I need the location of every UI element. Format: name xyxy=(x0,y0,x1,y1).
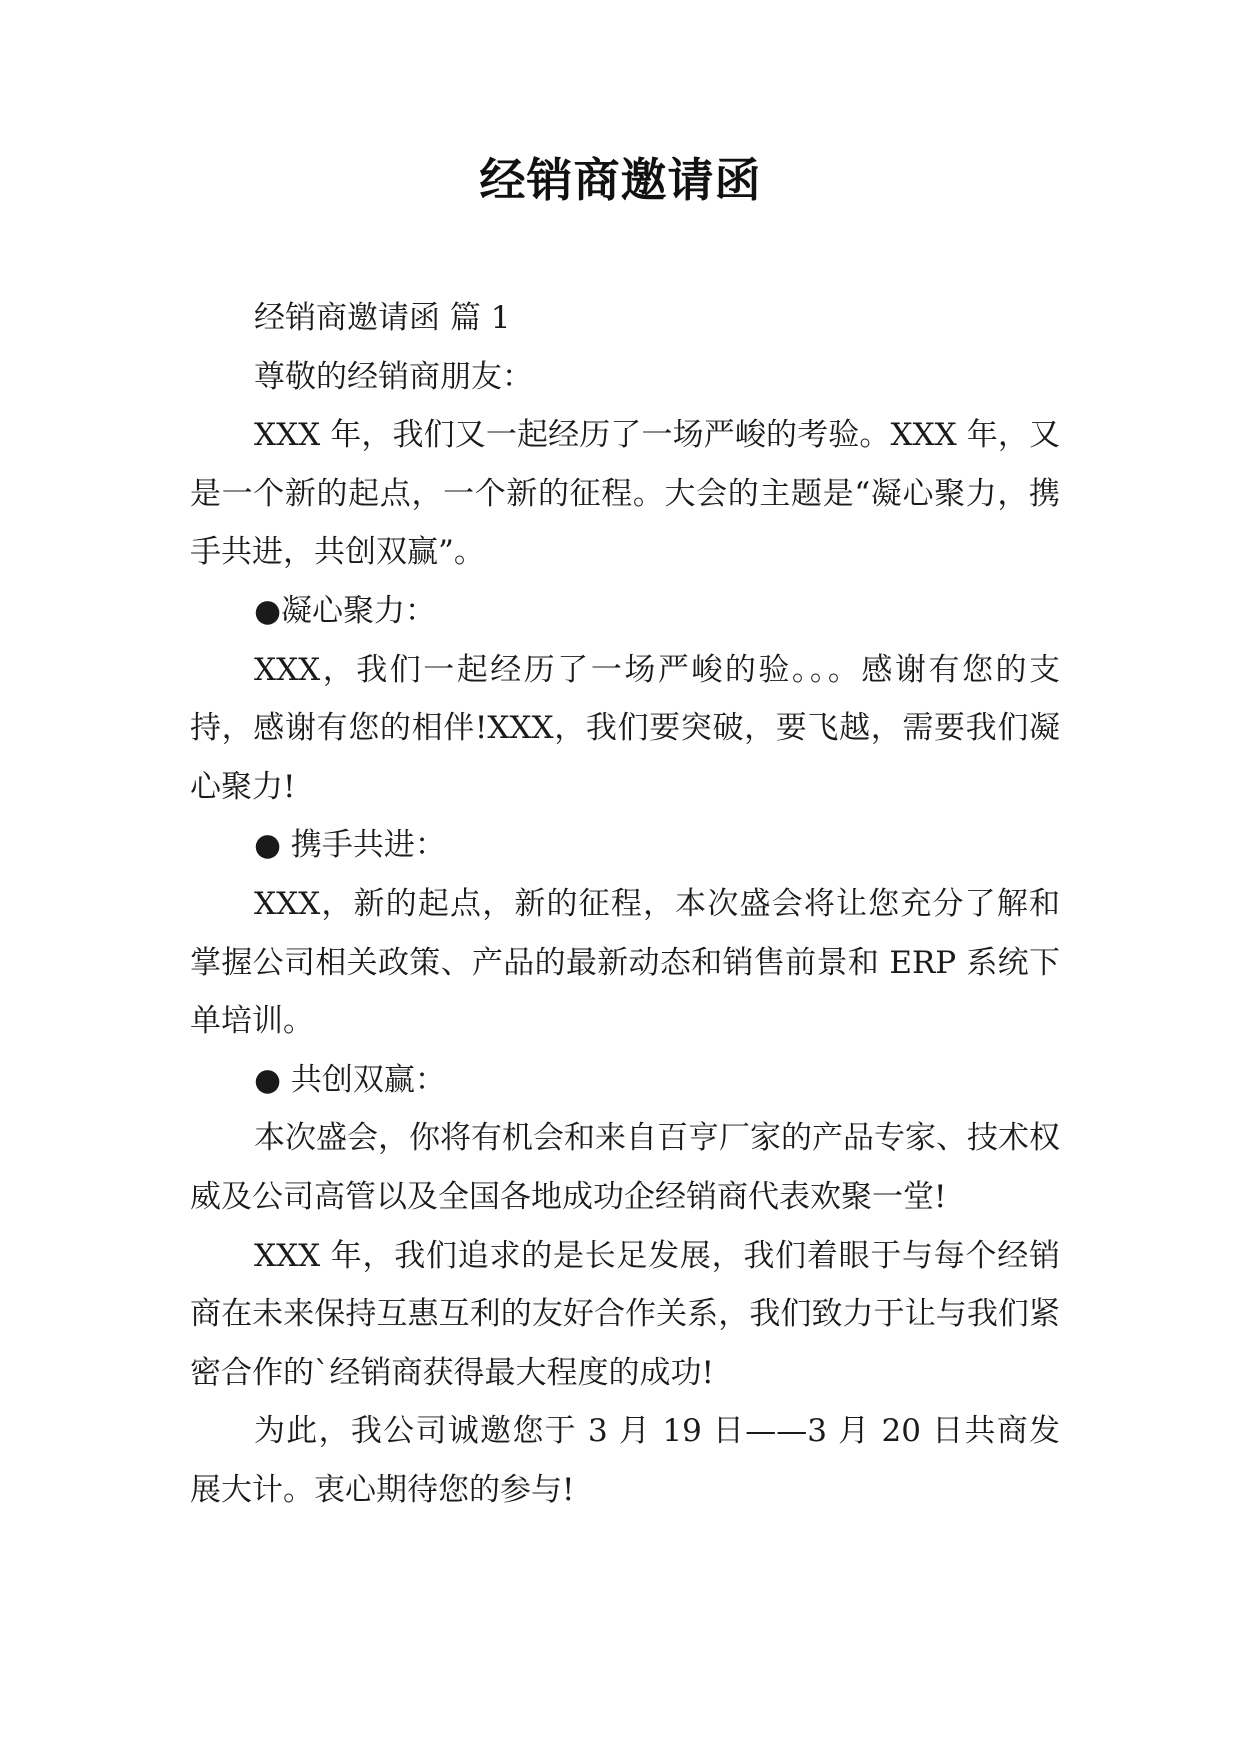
bullet-heading-1: ●凝心聚力： xyxy=(254,592,437,629)
bullet-heading-2: ● 携手共进： xyxy=(254,827,446,864)
document-body xyxy=(190,289,1060,1519)
bullet-heading-3: ● 共创双赢： xyxy=(254,1061,446,1098)
paragraph-4: 本次盛会，你将有机会和来自百亨厂家的产品专家、技术权威及公司高管以及全国各地成功企经销商代表欢聚一堂! xyxy=(190,1120,1060,1215)
paragraph-3: XXX，新的起点，新的征程，本次盛会将让您充分了解和掌握公司相关政策、产品的最新动态和销售前景和 ERP 系统下单培训。 xyxy=(190,885,1060,1040)
greeting: 尊敬的经销商朋友： xyxy=(254,358,533,395)
paragraph-6: 为此，我公司诚邀您于 3 月 19 日——3 月 20 日共商发展大计。衷心期待您的参与! xyxy=(190,1413,1060,1508)
paragraph-5: XXX 年，我们追求的是长足发展，我们着眼于与每个经销商在未来保持互惠互利的友好合作关系，我们致力于让与我们紧密合作的`经销商获得最大程度的成功! xyxy=(190,1237,1060,1391)
document-title: 经销商邀请函 xyxy=(479,153,762,207)
paragraph-1: XXX 年，我们又一起经历了一场严峻的考验。XXX 年，又是一个新的起点，一个新的征程。大会的主题是“凝心聚力，携手共进，共创双赢”。 xyxy=(190,417,1060,571)
section-heading: 经销商邀请函 篇 1 xyxy=(254,300,511,336)
paragraph-2: XXX，我们一起经历了一场严峻的验。。。感谢有您的支持，感谢有您的相伴!XXX，我们要突破，要飞越，需要我们凝心聚力! xyxy=(190,651,1060,805)
